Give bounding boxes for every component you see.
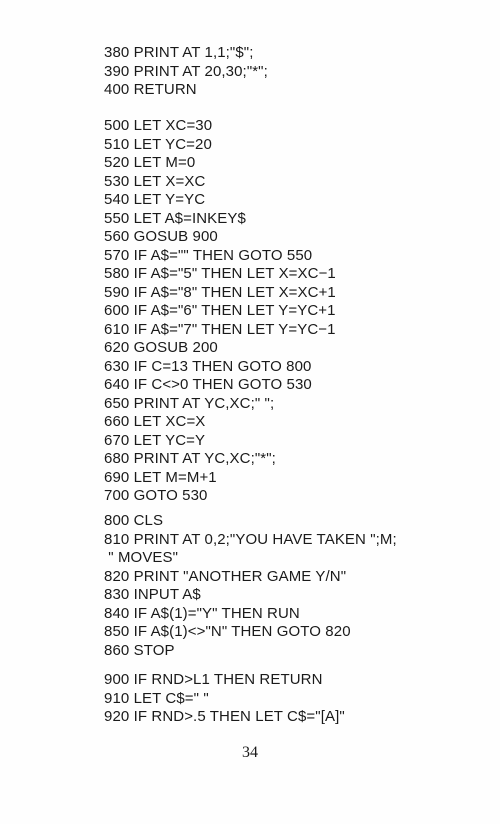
code-line: 820 PRINT "ANOTHER GAME Y/N" (104, 567, 347, 585)
page-number: 34 (242, 744, 258, 761)
code-block-main-loop (104, 117, 336, 506)
code-line: 910 LET C$=" " (104, 689, 209, 707)
code-line: 580 IF A$="5" THEN LET X=XC−1 (104, 265, 336, 282)
code-line: 810 PRINT AT 0,2;"YOU HAVE TAKEN ";M; (104, 530, 397, 548)
code-line: 900 IF RND>L1 THEN RETURN (104, 671, 323, 688)
code-line: 860 STOP (104, 641, 175, 659)
code-block-subroutine-end (104, 44, 268, 100)
code-line: 500 LET XC=30 (104, 117, 213, 134)
code-line: " MOVES" (104, 549, 179, 566)
code-line: 670 LET YC=Y (104, 431, 206, 449)
code-line: 570 IF A$="" THEN GOTO 550 (104, 246, 313, 264)
code-line: 590 IF A$="8" THEN LET X=XC+1 (104, 283, 336, 301)
code-line: 840 IF A$(1)="Y" THEN RUN (104, 604, 300, 622)
code-block-random-subroutine (104, 671, 345, 727)
code-line: 920 IF RND>.5 THEN LET C$="[A]" (104, 708, 345, 725)
code-line: 400 RETURN (104, 81, 197, 98)
code-line: 600 IF A$="6" THEN LET Y=YC+1 (104, 302, 336, 319)
code-line: 680 PRINT AT YC,XC;"*"; (104, 450, 276, 467)
code-line: 640 IF C<>0 THEN GOTO 530 (104, 376, 312, 393)
code-line: 380 PRINT AT 1,1;"$"; (104, 44, 254, 61)
code-line: 690 LET M=M+1 (104, 468, 217, 486)
code-line: 610 IF A$="7" THEN LET Y=YC−1 (104, 320, 336, 338)
code-line: 850 IF A$(1)<>"N" THEN GOTO 820 (104, 623, 351, 640)
code-line: 700 GOTO 530 (104, 487, 208, 504)
code-line: 630 IF C=13 THEN GOTO 800 (104, 357, 312, 375)
code-line: 510 LET YC=20 (104, 135, 212, 153)
code-line: 800 CLS (104, 512, 164, 529)
code-line: 390 PRINT AT 20,30;"*"; (104, 62, 268, 80)
code-line: 550 LET A$=INKEY$ (104, 209, 246, 227)
code-line: 620 GOSUB 200 (104, 339, 218, 356)
code-block-game-over (104, 512, 397, 660)
code-line: 540 LET Y=YC (104, 191, 206, 208)
code-line: 530 LET X=XC (104, 172, 206, 190)
code-line: 660 LET XC=X (104, 413, 206, 430)
code-line: 520 LET M=0 (104, 154, 196, 171)
code-line: 650 PRINT AT YC,XC;" "; (104, 394, 275, 412)
code-line: 830 INPUT A$ (104, 586, 201, 603)
code-line: 560 GOSUB 900 (104, 228, 218, 245)
